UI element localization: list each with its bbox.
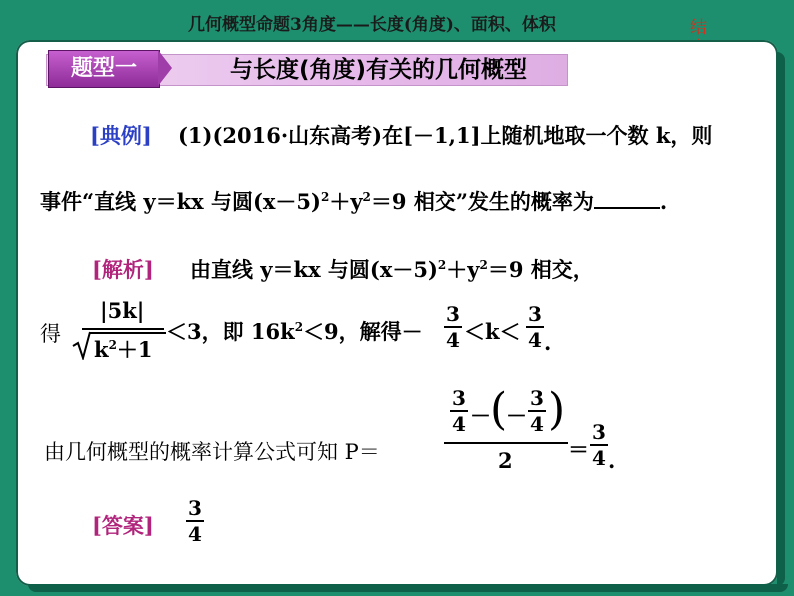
big-frac-bar <box>444 442 568 444</box>
analysis-lt-k-lt: ＜k＜ <box>464 319 521 344</box>
content-panel <box>16 40 778 586</box>
answer-num: 3 <box>186 496 204 522</box>
header-title: 几何概型命题3角度——长度(角度)、面积、体积 <box>188 15 556 35</box>
analysis-sup-b: 2 <box>479 258 488 272</box>
frac-numerator: |5k| <box>100 298 145 323</box>
frac-den-k: k <box>94 337 109 362</box>
analysis-dot-b: . <box>608 448 616 473</box>
analysis-equals: ＝ <box>568 437 589 462</box>
frac-three-quarters-c <box>528 386 546 436</box>
frac-denominator <box>94 334 153 364</box>
analysis-line-2-a-text: ＜3，即 16k <box>166 319 295 344</box>
example-line-2-end: . <box>659 189 668 214</box>
big-frac-denominator: 2 <box>498 448 513 473</box>
analysis-line-2-b-text: ＜9，解得－ <box>303 319 423 344</box>
frac-num-3e: 3 <box>590 420 608 446</box>
frac-three-quarters-b <box>450 386 468 436</box>
panel-shadow-right <box>777 52 785 586</box>
example-sup-b: 2 <box>362 190 371 204</box>
frac-den-4c: 4 <box>452 412 466 436</box>
section-tag: 题型一 <box>48 50 160 88</box>
frac-neg-three-quarters <box>444 302 462 352</box>
analysis-line-1-post: ＝9 相交， <box>487 257 594 282</box>
end-button[interactable]: 结 <box>690 18 707 38</box>
answer-fraction <box>186 496 204 546</box>
panel-shadow-bottom <box>28 584 788 592</box>
answer-den: 4 <box>188 522 202 546</box>
example-sup-a: 2 <box>320 190 330 204</box>
analysis-line-1-mid: ＋y <box>446 257 480 282</box>
example-line-1: (1)(2016·山东高考)在[－1,1]上随机地取一个数 k，则 <box>178 123 713 148</box>
analysis-line-1-pre: 由直线 y＝kx 与圆(x－5) <box>190 257 438 282</box>
frac-num-3a: 3 <box>444 302 462 328</box>
example-line-2-pre: 事件“直线 y＝kx 与圆(x－5) <box>40 189 321 214</box>
paren-right: ) <box>548 384 566 435</box>
analysis-label: [解析] <box>92 257 154 282</box>
frac-den-4a: 4 <box>446 328 460 352</box>
paren-left: ( <box>490 384 508 435</box>
frac-three-quarters-d <box>590 420 608 470</box>
frac-num-3c: 3 <box>450 386 468 412</box>
frac-num-3d: 3 <box>528 386 546 412</box>
example-line-2-mid: ＋y <box>329 189 363 214</box>
section-title: 与长度(角度)有关的几何概型 <box>230 57 528 83</box>
frac-den-4b: 4 <box>528 328 542 352</box>
frac-den-4e: 4 <box>592 446 606 470</box>
analysis-sup-a: 2 <box>437 258 447 272</box>
analysis-dot-a: . <box>544 330 552 355</box>
analysis-line-1 <box>190 254 594 284</box>
analysis-de: 得 <box>40 322 61 346</box>
answer-blank <box>594 189 660 209</box>
example-label: [典例] <box>90 123 152 148</box>
analysis-line-3-pre: 由几何概型的概率计算公式可知 P＝ <box>44 440 380 464</box>
frac-den-4d: 4 <box>530 412 544 436</box>
analysis-minus: － <box>470 403 491 428</box>
frac-den-tail: ＋1 <box>116 337 153 362</box>
sqrt-icon <box>72 330 92 360</box>
frac-three-quarters-a <box>526 302 544 352</box>
frac-bar <box>82 328 164 330</box>
analysis-line-2-a <box>166 316 423 346</box>
frac-num-3b: 3 <box>526 302 544 328</box>
example-line-2 <box>40 186 667 216</box>
answer-label: [答案] <box>92 513 154 538</box>
section-tag-arrow <box>158 50 172 86</box>
frac-den-sup: 2 <box>108 338 117 352</box>
analysis-minus-inner: － <box>506 403 527 428</box>
example-line-2-post: ＝9 相交”发生的概率为 <box>370 189 594 214</box>
analysis-line-2-sup: 2 <box>294 320 304 334</box>
